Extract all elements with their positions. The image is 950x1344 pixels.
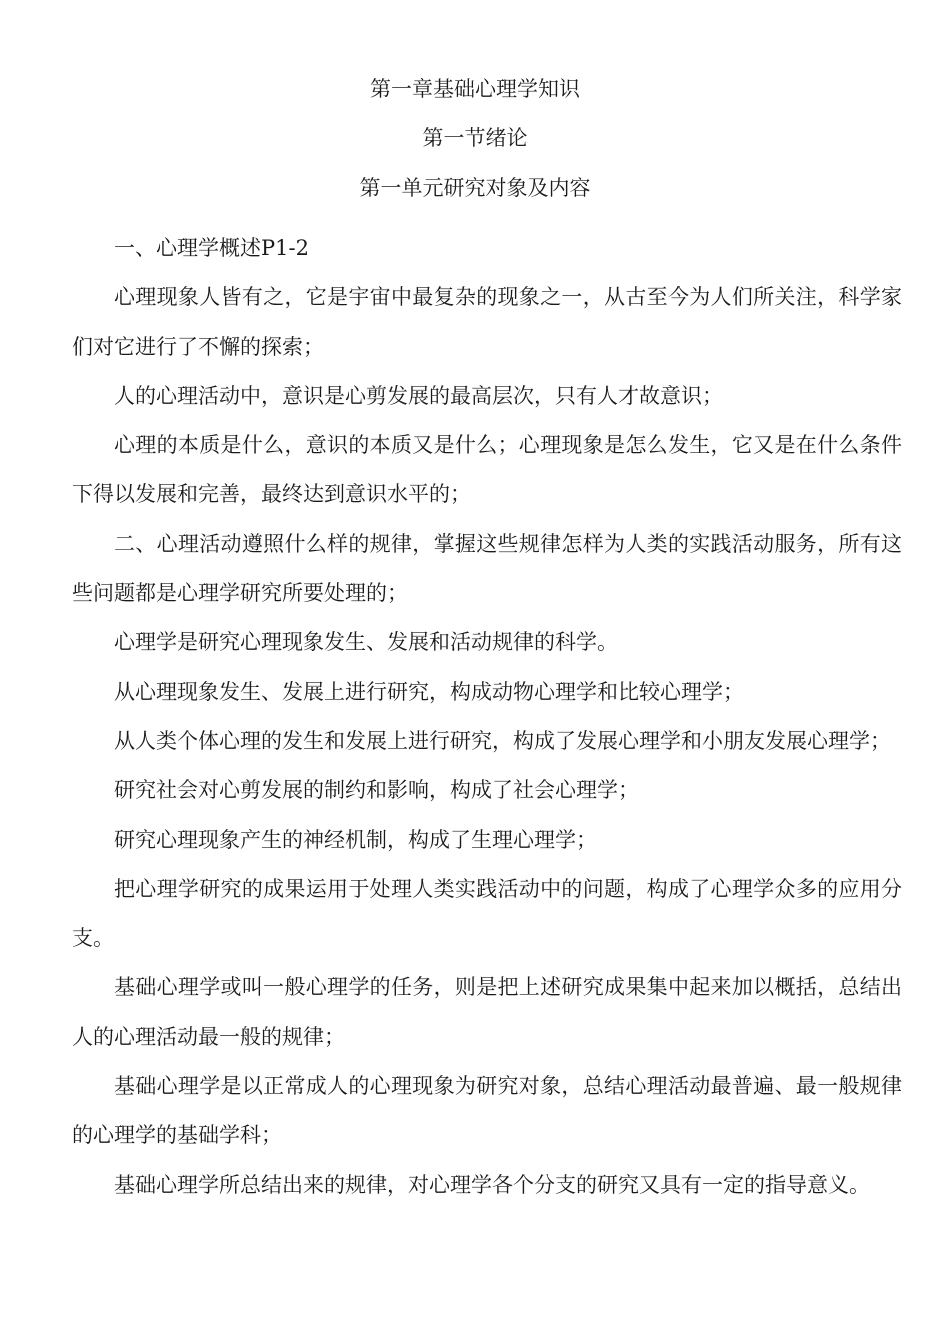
section-title: 第一节绪论 [422,126,528,150]
paragraph: 基础心理学所总结出来的规律，对心理学各个分支的研究又具有一定的指导意义。 [114,1172,870,1197]
paragraph: 一、心理学概述P1-2 [114,236,309,260]
paragraph: 人的心理活动中，意识是心剪发展的最高层次，只有人才故意识； [114,383,723,408]
paragraph: 心理现象人皆有之，它是宇宙中最复杂的现象之一，从古至今为人们所关注，科学家们对它进行了不懈的探索； [72,285,902,359]
paragraph: 基础心理学或叫一般心理学的任务，则是把上述研究成果集中起来加以概括，总结出人的心理活动最一般的规律； [72,975,902,1049]
paragraph: 研究心理现象产生的神经机制，构成了生理心理学； [114,827,597,852]
paragraph: 把心理学研究的成果运用于处理人类实践活动中的问题，构成了心理学众多的应用分支。 [72,876,902,951]
paragraph: 研究社会对心剪发展的制约和影响，构成了社会心理学； [114,778,639,803]
paragraph: 心理的本质是什么，意识的本质又是什么；心理现象是怎么发生，它又是在什么条件下得以发展和完善，最终达到意识水平的； [72,433,902,507]
unit-title: 第一单元研究对象及内容 [359,176,591,200]
paragraph: 从人类个体心理的发生和发展上进行研究，构成了发展心理学和小朋友发展心理学； [114,728,891,753]
paragraph: 心理学是研究心理现象发生、发展和活动规律的科学。 [114,630,618,655]
document-body [72,224,902,1210]
chapter-title: 第一章基础心理学知识 [370,77,580,101]
paragraph: 从心理现象发生、发展上进行研究，构成动物心理学和比较心理学； [114,679,744,704]
paragraph: 基础心理学是以正常成人的心理现象为研究对象，总结心理活动最普遍、最一般规律的心理学的基础学科； [72,1074,902,1148]
paragraph: 二、心理活动遵照什么样的规律，掌握这些规律怎样为人类的实践活动服务，所有这些问题都是心理学研究所要处理的； [72,531,902,606]
